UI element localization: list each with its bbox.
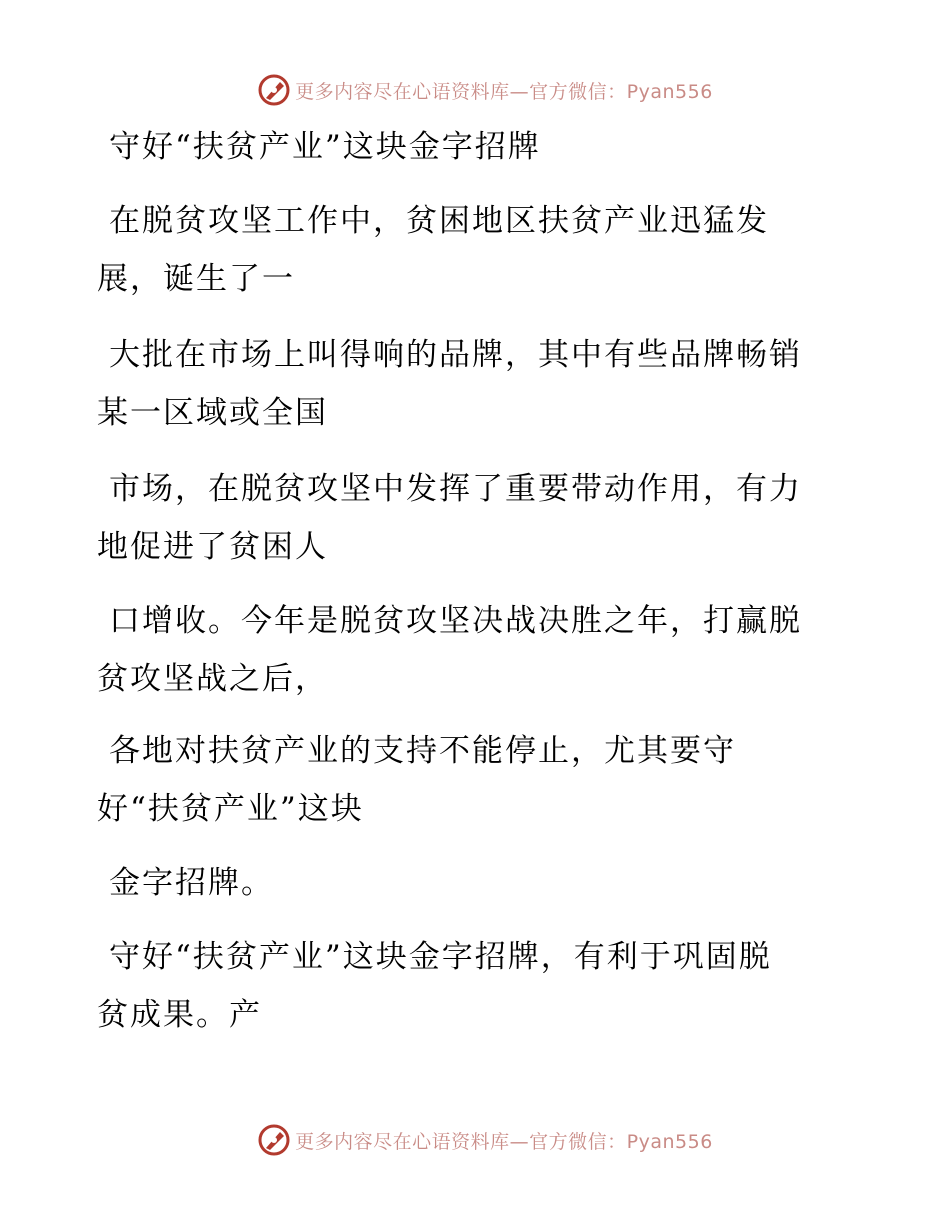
header-watermark — [0, 70, 950, 110]
text-line: 地促进了贫困人 — [97, 529, 328, 565]
text-line: 各地对扶贫产业的支持不能停止，尤其要守 — [109, 733, 736, 769]
paragraph-5 — [97, 722, 837, 838]
text-line: 展，诞生了一 — [97, 261, 295, 297]
paragraph-1 — [97, 192, 837, 308]
paragraph-7 — [97, 928, 837, 1044]
text-line: 贫成果。产 — [97, 997, 262, 1033]
text-line: 市场，在脱贫攻坚中发挥了重要带动作用，有力 — [109, 471, 802, 507]
watermark-group — [257, 73, 713, 107]
watermark-text: 更多内容尽在心语资料库—官方微信：Pyan556 — [295, 80, 713, 103]
document-title — [97, 118, 837, 176]
watermark-text: 更多内容尽在心语资料库—官方微信：Pyan556 — [295, 1130, 713, 1153]
text-line: 在脱贫攻坚工作中，贫困地区扶贫产业迅猛发 — [109, 203, 769, 239]
pen-logo-icon — [257, 73, 291, 107]
text-line: 好“扶贫产业”这块 — [97, 791, 364, 827]
text-line: 大批在市场上叫得响的品牌，其中有些品牌畅销 — [109, 337, 802, 373]
paragraph-3 — [97, 460, 837, 576]
paragraph-2 — [97, 326, 837, 442]
text-line: 金字招牌。 — [109, 865, 274, 901]
watermark-group — [257, 1123, 713, 1157]
footer-watermark — [0, 1120, 950, 1160]
text-line: 守好“扶贫产业”这块金字招牌 — [109, 129, 541, 165]
paragraph-4 — [97, 592, 837, 708]
text-line: 守好“扶贫产业”这块金字招牌，有利于巩固脱 — [109, 939, 772, 975]
text-line: 某一区域或全国 — [97, 395, 328, 431]
text-line: 口增收。今年是脱贫攻坚决战决胜之年，打赢脱 — [109, 603, 802, 639]
paragraph-6 — [97, 854, 837, 912]
pen-logo-icon — [257, 1123, 291, 1157]
text-line: 贫攻坚战之后， — [97, 661, 328, 697]
